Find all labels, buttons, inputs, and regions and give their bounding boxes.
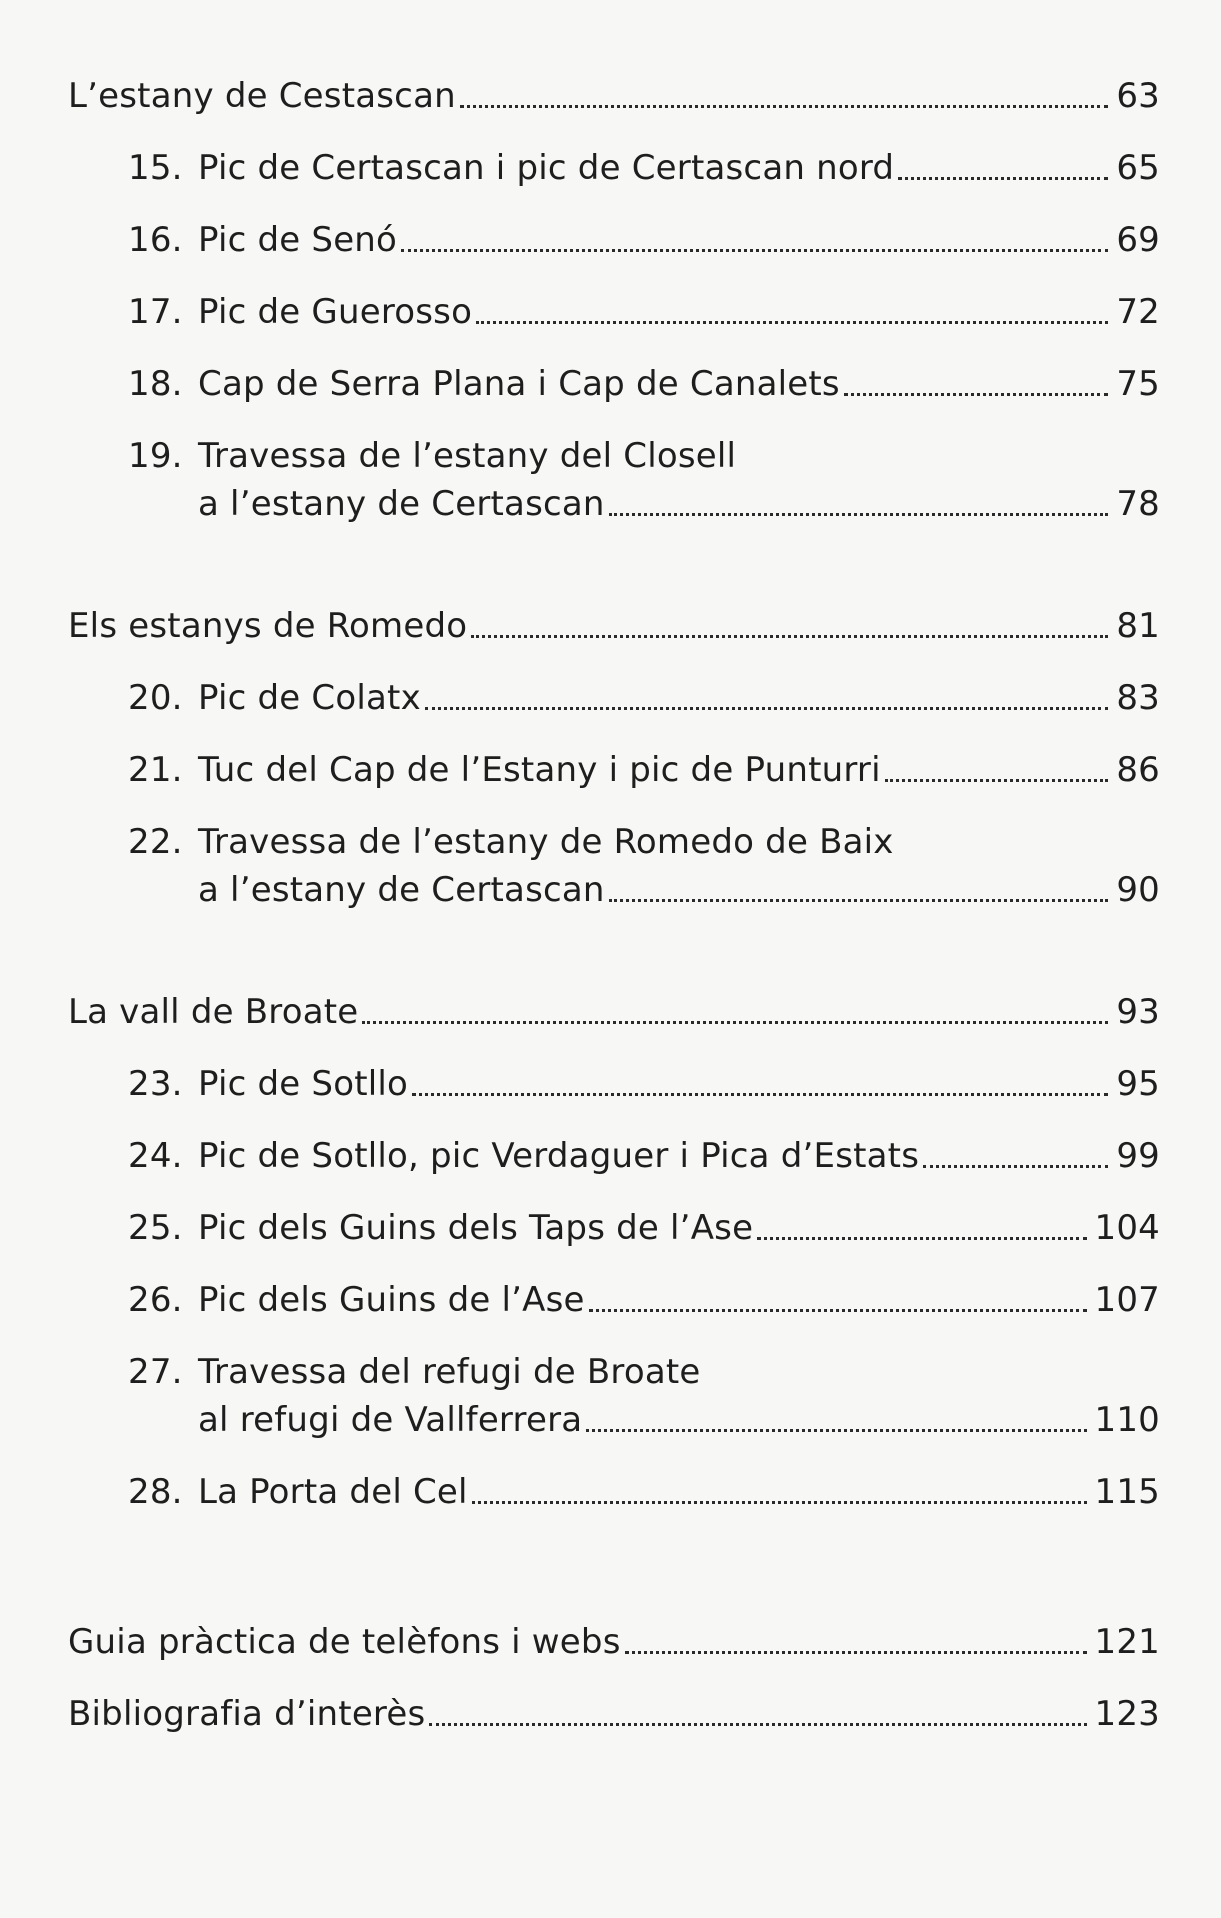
toc-entry-18[interactable] [128,362,1160,406]
toc-section-title: Bibliografia d’interès [68,1694,426,1734]
toc-entry-number: 21. [128,750,183,790]
toc-page-number: 63 [1116,76,1160,116]
toc-entry-number: 19. [128,436,183,476]
toc-entry-title: Pic de Colatx [198,678,421,718]
toc-dot-leader [586,1429,1086,1432]
toc-section-title: La vall de Broate [68,992,359,1032]
toc-entry-title: Cap de Serra Plana i Cap de Canalets [198,364,840,404]
toc-section-title: Els estanys de Romedo [68,606,468,646]
toc-entry-22-second-line[interactable] [128,868,1160,912]
toc-entry-title: Pic de Sotllo [198,1064,409,1104]
toc-entry-title: Pic de Guerosso [198,292,473,332]
toc-dot-leader [460,105,1108,108]
toc-entry-24[interactable] [128,1134,1160,1178]
toc-page-number: 110 [1094,1400,1160,1440]
toc-entry-number: 24. [128,1136,183,1176]
toc-entry-title: Travessa del refugi de Broate [198,1352,701,1392]
toc-entry-title: La Porta del Cel [198,1472,468,1512]
toc-entry-title-continued: al refugi de Vallferrera [198,1400,583,1440]
toc-page-number: 123 [1094,1694,1160,1734]
toc-page-number: 81 [1116,606,1160,646]
toc-page-number: 75 [1116,364,1160,404]
toc-page-number: 86 [1116,750,1160,790]
toc-entry-title: Pic de Certascan i pic de Certascan nord [198,148,895,188]
toc-section-guia-practica[interactable] [68,1620,1160,1664]
toc-entry-number: 26. [128,1280,183,1320]
toc-dot-leader [472,1501,1087,1504]
toc-entry-number: 28. [128,1472,183,1512]
toc-entry-title-continued: a l’estany de Certascan [198,870,605,910]
toc-entry-21[interactable] [128,748,1160,792]
toc-dot-leader [625,1651,1087,1654]
toc-entry-number: 20. [128,678,183,718]
toc-entry-title: Pic de Sotllo, pic Verdaguer i Pica d’Estats [198,1136,920,1176]
toc-page-number: 104 [1094,1208,1160,1248]
toc-page-number: 99 [1116,1136,1160,1176]
toc-page-number: 107 [1094,1280,1160,1320]
toc-section-estanys-romedo[interactable] [68,604,1160,648]
toc-entry-title: Pic de Senó [198,220,398,260]
toc-entry-number: 18. [128,364,183,404]
toc-page-number: 72 [1116,292,1160,332]
toc-dot-leader [757,1237,1086,1240]
toc-dot-leader [471,635,1108,638]
toc-page-number: 83 [1116,678,1160,718]
toc-dot-leader [412,1093,1108,1096]
toc-section-title: Guia pràctica de telèfons i webs [68,1622,621,1662]
toc-dot-leader [898,177,1108,180]
toc-entry-title: Travessa de l’estany del Closell [198,436,737,476]
toc-entry-19-second-line[interactable] [128,482,1160,526]
toc-page-number: 121 [1094,1622,1160,1662]
toc-entry-20[interactable] [128,676,1160,720]
toc-entry-17[interactable] [128,290,1160,334]
toc-entry-27-second-line[interactable] [128,1398,1160,1442]
toc-section-bibliografia[interactable] [68,1692,1160,1736]
toc-entry-28[interactable] [128,1470,1160,1514]
toc-entry-number: 22. [128,822,183,862]
toc-dot-leader [609,513,1109,516]
toc-dot-leader [362,1021,1108,1024]
toc-dot-leader [844,393,1108,396]
toc-dot-leader [589,1309,1087,1312]
toc-entry-25[interactable] [128,1206,1160,1250]
toc-entry-number: 25. [128,1208,183,1248]
toc-dot-leader [609,899,1109,902]
toc-entry-number: 27. [128,1352,183,1392]
toc-entry-19-first-line[interactable] [128,434,1160,478]
toc-entry-title-continued: a l’estany de Certascan [198,484,605,524]
toc-dot-leader [885,779,1109,782]
toc-page-number: 90 [1116,870,1160,910]
toc-entry-26[interactable] [128,1278,1160,1322]
toc-section-estany-cestascan[interactable] [68,74,1160,118]
toc-page-number: 93 [1116,992,1160,1032]
toc-entry-16[interactable] [128,218,1160,262]
toc-dot-leader [401,249,1108,252]
toc-dot-leader [425,707,1108,710]
toc-entry-22-first-line[interactable] [128,820,1160,864]
toc-dot-leader [476,321,1108,324]
toc-entry-title: Pic dels Guins de l’Ase [198,1280,585,1320]
toc-dot-leader [923,1165,1108,1168]
toc-entry-number: 16. [128,220,183,260]
toc-entry-title: Pic dels Guins dels Taps de l’Ase [198,1208,754,1248]
toc-page-number: 78 [1116,484,1160,524]
toc-page-number: 95 [1116,1064,1160,1104]
toc-entry-15[interactable] [128,146,1160,190]
toc-page-number: 69 [1116,220,1160,260]
toc-entry-number: 15. [128,148,183,188]
toc-entry-title: Travessa de l’estany de Romedo de Baix [198,822,894,862]
toc-entry-number: 23. [128,1064,183,1104]
toc-page-number: 65 [1116,148,1160,188]
toc-entry-title: Tuc del Cap de l’Estany i pic de Punturri [198,750,881,790]
toc-section-vall-broate[interactable] [68,990,1160,1034]
toc-section-title: L’estany de Cestascan [68,76,456,116]
toc-entry-23[interactable] [128,1062,1160,1106]
toc-dot-leader [429,1723,1086,1726]
toc-entry-27-first-line[interactable] [128,1350,1160,1394]
toc-entry-number: 17. [128,292,183,332]
toc-page-number: 115 [1094,1472,1160,1512]
